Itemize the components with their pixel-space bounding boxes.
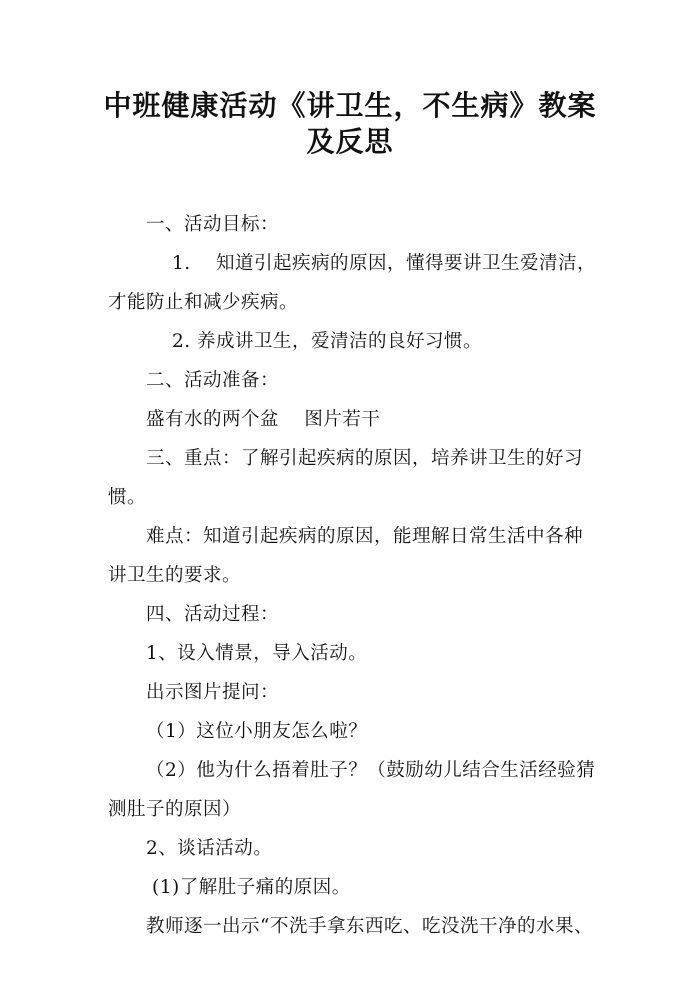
section-heading-preparation: 二、活动准备： — [146, 370, 280, 391]
document-title-line-2: 及反思 — [306, 125, 394, 158]
question-1: （1）这位小朋友怎么啦？ — [146, 721, 368, 742]
key-point-line-2: 惯。 — [108, 487, 147, 508]
section-heading-goals: 一、活动目标： — [146, 214, 280, 235]
question-2-line-1: （2）他为什么捂着肚子？（鼓励幼儿结合生活经验猜 — [146, 760, 596, 781]
preparation-materials: 盛有水的两个盆 图片若干 — [146, 409, 381, 430]
substep-1: (1)了解肚子痛的原因。 — [152, 877, 351, 898]
teacher-shows-line: 教师逐一出示“不洗手拿东西吃、吃没洗干净的水果、 — [146, 916, 593, 937]
difficulty-line-2: 讲卫生的要求。 — [108, 565, 242, 586]
goal-2: 2. 养成讲卫生，爱清洁的良好习惯。 — [172, 331, 483, 352]
goal-1-line-1: 1. 知道引起疾病的原因，懂得要讲卫生爱清洁， — [172, 253, 597, 274]
key-point-line-1: 三、重点：了解引起疾病的原因，培养讲卫生的好习 — [146, 448, 584, 469]
goal-1-line-2: 才能防止和减少疾病。 — [108, 292, 299, 313]
difficulty-line-1: 难点：知道引起疾病的原因，能理解日常生活中各种 — [146, 526, 584, 547]
show-pictures-question: 出示图片提问： — [146, 682, 280, 703]
process-step-2: 2、谈话活动。 — [146, 838, 273, 859]
question-2-line-2: 测肚子的原因） — [108, 799, 242, 820]
process-step-1: 1、设入情景，导入活动。 — [146, 643, 368, 664]
section-heading-process: 四、活动过程： — [146, 604, 280, 625]
document-title-line-1: 中班健康活动《讲卫生，不生病》教案 — [103, 89, 597, 122]
